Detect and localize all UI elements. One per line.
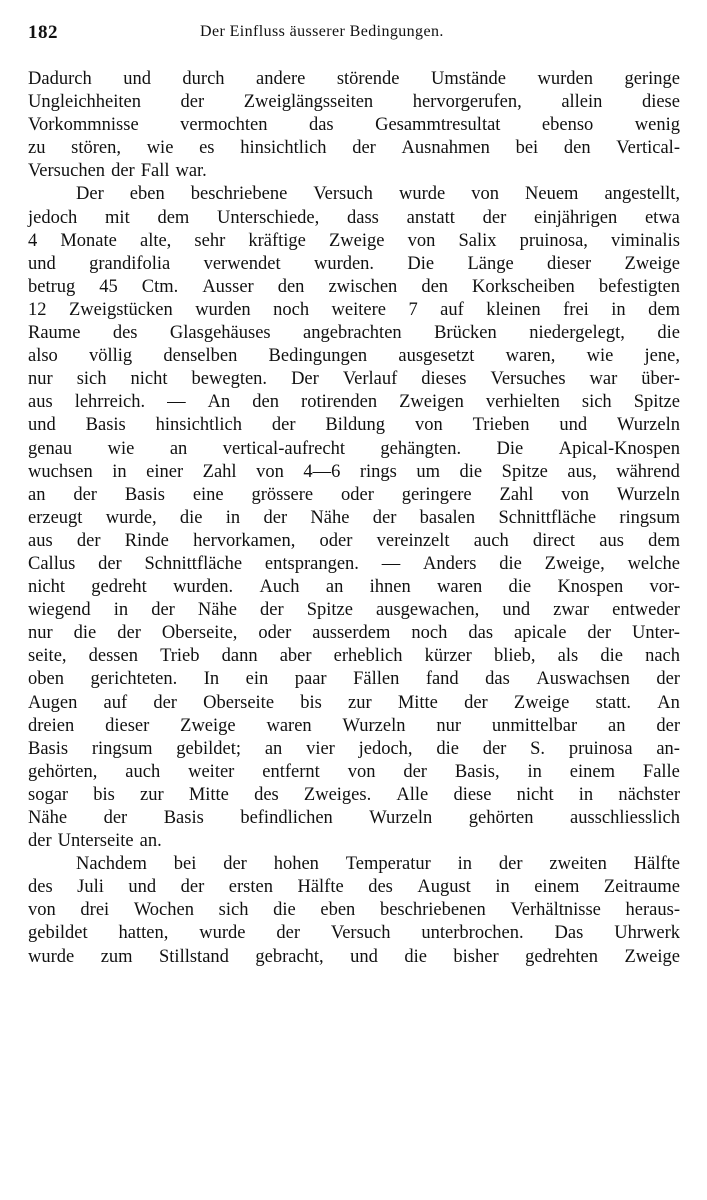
text-line: Ungleichheiten der Zweiglängsseiten hervorgerufen, allein diese bbox=[28, 92, 680, 113]
text-line: oben gerichteten. In ein paar Fällen fand das Auswachsen der bbox=[28, 669, 680, 690]
text-line: Augen auf der Oberseite bis zur Mitte der Zweige statt. An bbox=[28, 692, 680, 713]
text-line: und grandifolia verwendet wurden. Die Länge dieser Zweige bbox=[28, 253, 680, 274]
text-line: dreien dieser Zweige waren Wurzeln nur unmittelbar an der bbox=[28, 715, 680, 736]
text-line: aus der Rinde hervorkamen, oder vereinzelt auch direct aus dem bbox=[28, 530, 680, 551]
page-header bbox=[28, 16, 680, 56]
text-line: jedoch mit dem Unterschiede, dass anstatt der einjährigen etwa bbox=[28, 207, 680, 228]
text-line: Nähe der Basis befindlichen Wurzeln gehörten ausschliesslich bbox=[28, 808, 680, 828]
page-number: 182 bbox=[28, 22, 58, 43]
text-line: Raume des Glasgehäuses angebrachten Brücken niedergelegt, die bbox=[28, 323, 680, 344]
text-line: und Basis hinsichtlich der Bildung von Trieben und Wurzeln bbox=[28, 415, 680, 436]
text-line: erzeugt wurde, die in der Nähe der basalen Schnittfläche ringsum bbox=[28, 507, 680, 528]
text-line: Basis ringsum gebildet; an vier jedoch, die der S. pruinosa an- bbox=[28, 738, 680, 759]
text-line: 12 Zweigstücken wurden noch weitere 7 auf kleinen frei in dem bbox=[28, 299, 680, 320]
text-line: Vorkommnisse vermochten das Gesammtresultat ebenso wenig bbox=[28, 115, 680, 136]
text-line: betrug 45 Ctm. Ausser den zwischen den Korkscheiben befestigten bbox=[28, 276, 680, 297]
text-line: von drei Wochen sich die eben beschriebenen Verhältnisse heraus- bbox=[28, 900, 680, 921]
book-page bbox=[28, 16, 680, 1186]
text-line: der Unterseite an. bbox=[28, 831, 162, 852]
text-line: sogar bis zur Mitte des Zweiges. Alle diese nicht in nächster bbox=[28, 784, 680, 805]
text-line: zu stören, wie es hinsichtlich der Ausnahmen bei den Vertical- bbox=[28, 138, 680, 159]
text-line: also völlig denselben Bedingungen ausgesetzt waren, wie jene, bbox=[28, 346, 680, 367]
text-line: wuchsen in einer Zahl von 4—6 rings um die Spitze aus, während bbox=[28, 461, 680, 482]
text-line: gehörten, auch weiter entfernt von der Basis, in einem Falle bbox=[28, 761, 680, 782]
text-line: genau wie an vertical-aufrecht gehängten. Die Apical-Knospen bbox=[28, 438, 680, 459]
text-line: Versuchen der Fall war. bbox=[28, 161, 207, 182]
body-text bbox=[28, 68, 680, 969]
text-line: nur sich nicht bewegten. Der Verlauf dieses Versuches war über- bbox=[28, 369, 680, 390]
text-line: aus lehrreich. — An den rotirenden Zweigen verhielten sich Spitze bbox=[28, 392, 680, 413]
text-line: an der Basis eine grössere oder geringere Zahl von Wurzeln bbox=[28, 484, 680, 505]
text-line: seite, dessen Trieb dann aber erheblich kürzer blieb, als die nach bbox=[28, 646, 680, 667]
text-line: Der eben beschriebene Versuch wurde von Neuem angestellt, bbox=[76, 184, 680, 205]
text-line: Callus der Schnittfläche entsprangen. — Anders die Zweige, welche bbox=[28, 553, 680, 574]
text-line: nur die der Oberseite, oder ausserdem noch das apicale der Unter- bbox=[28, 623, 680, 644]
running-head: Der Einfluss äusserer Bedingungen. bbox=[200, 23, 444, 40]
text-line: Dadurch und durch andere störende Umstände wurden geringe bbox=[28, 69, 680, 89]
text-line: Nachdem bei der hohen Temperatur in der zweiten Hälfte bbox=[76, 854, 680, 875]
text-line: 4 Monate alte, sehr kräftige Zweige von Salix pruinosa, viminalis bbox=[28, 230, 680, 251]
text-line: wurde zum Stillstand gebracht, und die bisher gedrehten Zweige bbox=[28, 946, 680, 967]
text-line: nicht gedreht wurden. Auch an ihnen waren die Knospen vor- bbox=[28, 577, 680, 598]
text-line: des Juli und der ersten Hälfte des August in einem Zeitraume bbox=[28, 877, 680, 898]
text-line: wiegend in der Nähe der Spitze ausgewachen, und zwar entweder bbox=[28, 600, 680, 621]
text-line: gebildet hatten, wurde der Versuch unterbrochen. Das Uhrwerk bbox=[28, 923, 680, 944]
